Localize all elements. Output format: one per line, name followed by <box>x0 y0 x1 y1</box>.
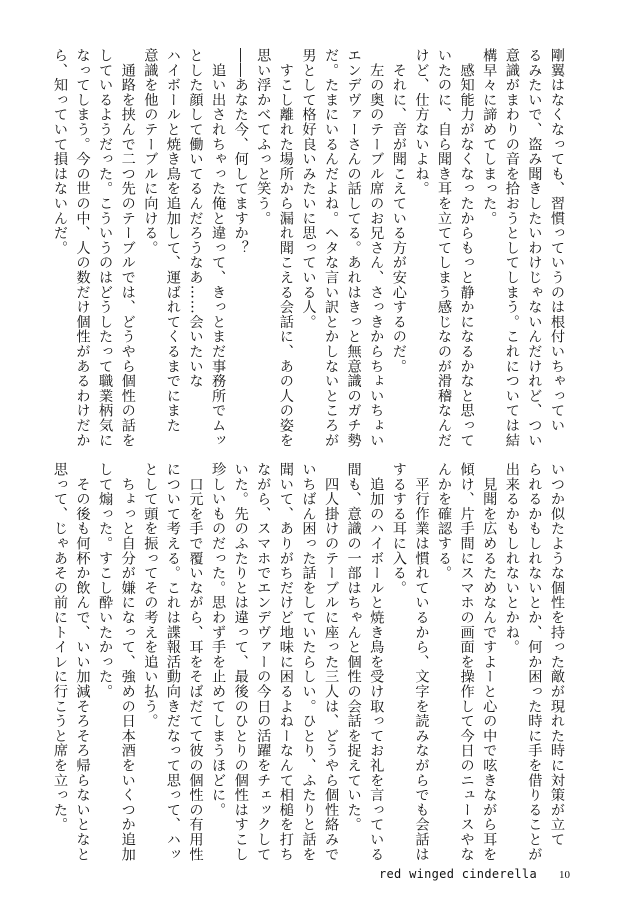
text-line: その後も何杯か飲んで、いい加減そろそろ帰らないとなと <box>74 462 91 862</box>
text-line: なってしまう。今の世の中、人の数だけ個性があるわけだか <box>74 48 91 448</box>
text-line: いたのに、自ら聞き耳を立ててしまう感じなのが滑稽なんだ <box>436 48 453 448</box>
text-line: として頭を振ってその考えを追い払う。 <box>142 462 159 729</box>
page-footer <box>379 867 570 881</box>
text-line: 構早々に諦めてしまった。 <box>481 48 498 226</box>
text-line: エンデヴァーさんの話してる。あれはきっと無意識のガチ勢 <box>345 48 362 448</box>
text-line: 珍しいものだった。思わず手を止めてしまうほどに。 <box>210 462 227 818</box>
text-line: ら、知っていて損はないんだ。 <box>51 48 68 256</box>
text-line: られるかもしれないとか、何か困った時に手を借りることが <box>526 462 543 862</box>
text-line: 平行作業は慣れているから、文字を読みながらでも会話は <box>413 462 430 862</box>
text-line: るみたいで、盗み聞きしたいわけじゃないんだけれど、つい <box>526 48 543 448</box>
text-line: 左の奥のテーブル席のお兄さん、さっきからちょいちょい <box>368 48 385 448</box>
text-line: ――あなた今、何してますか？ <box>232 48 249 256</box>
text-line: 思って、じゃあその前にトイレに行こうと席を立った。 <box>51 462 68 832</box>
text-line: 出来るかもしれないとかね。 <box>503 462 520 655</box>
text-line: ちょっと自分が嫌になって、強めの日本酒をいくつか追加 <box>119 462 136 862</box>
text-line: とした顔して働いてるんだろうなあ……会いたいな <box>187 48 204 389</box>
text-line: 聞いて、ありがちだけど地味に困るよねーなんて相槌を打ち <box>277 462 294 862</box>
text-line: いた。先のふたりとは違って、最後のひとりの個性はすこし <box>232 462 249 862</box>
text-line: 四人掛けのテーブルに座った三人は、どうやら個性絡みで <box>323 462 340 862</box>
text-line: 意識を他のテーブルに向ける。 <box>142 48 159 256</box>
text-line: 感知能力がなくなったからもっと静かになるかなと思って <box>458 48 475 448</box>
text-line: ながら、スマホでエンデヴァーの今日の活躍をチェックして <box>255 462 272 862</box>
text-line: それに、音が聞こえている方が安心するのだ。 <box>390 48 407 374</box>
text-line: けど、仕方ないよね。 <box>413 48 430 196</box>
text-line: ハイボールと焼き鳥を追加して、運ばれてくるまでにまた <box>164 48 181 433</box>
text-line: 通路を挟んで二つ先のテーブルでは、どうやら個性の話を <box>119 48 136 448</box>
text-line: 追加のハイボールと焼き鳥を受け取ってお礼を言っている <box>368 462 385 862</box>
running-title: red winged cinderella <box>378 867 537 881</box>
text-line: して煽った。すこし酔いたかった。 <box>97 462 114 699</box>
text-line: 見聞を広めるためなんですよーと心の中で呟きながら耳を <box>481 462 498 862</box>
text-line: すこし離れた場所から漏れ聞こえる会話に、あの人の姿を <box>277 48 294 448</box>
text-line: 意識がまわりの音を拾おうとしてしまう。これについては結 <box>503 48 520 448</box>
text-line: いつか似たような個性を持った敵が現れた時に対策が立て <box>549 462 565 847</box>
text-line: 男として格好良いみたいに思っている人。 <box>300 48 317 330</box>
text-line: 間も、意識の一部はちゃんと個性の会話を捉えていた。 <box>345 462 362 832</box>
text-line: んかを確認する。 <box>436 462 453 581</box>
text-line: 思い浮かべてふっと笑う。 <box>255 48 272 226</box>
top-text-block <box>48 48 568 448</box>
page-number: 10 <box>559 869 570 881</box>
text-line: 追い出されちゃった俺と違って、きっとまだ事務所でムッ <box>210 48 227 448</box>
text-line: について考える。これは諜報活動向きだなって思って、ハッ <box>164 462 181 862</box>
text-line: しているようだった。こういうのはどうしたって職業柄気に <box>97 48 114 448</box>
text-line: 口元を手で覆いながら、耳をそばだてて彼の個性の有用性 <box>187 462 204 862</box>
text-line: だ。たまにいるんだよね。ヘタな言い訳とかしないところが <box>323 48 340 448</box>
text-line: 剛翼はなくなっても、習慣っていうのは根付いちゃってい <box>549 48 565 433</box>
text-line: 傾け、片手間にスマホの画面を操作して今日のニュースやな <box>458 462 475 862</box>
bottom-text-block <box>48 462 568 862</box>
text-line: するする耳に入る。 <box>390 462 407 596</box>
text-line: いちばん困った話をしていたらしい。ひとり、ふたりと話を <box>300 462 317 862</box>
